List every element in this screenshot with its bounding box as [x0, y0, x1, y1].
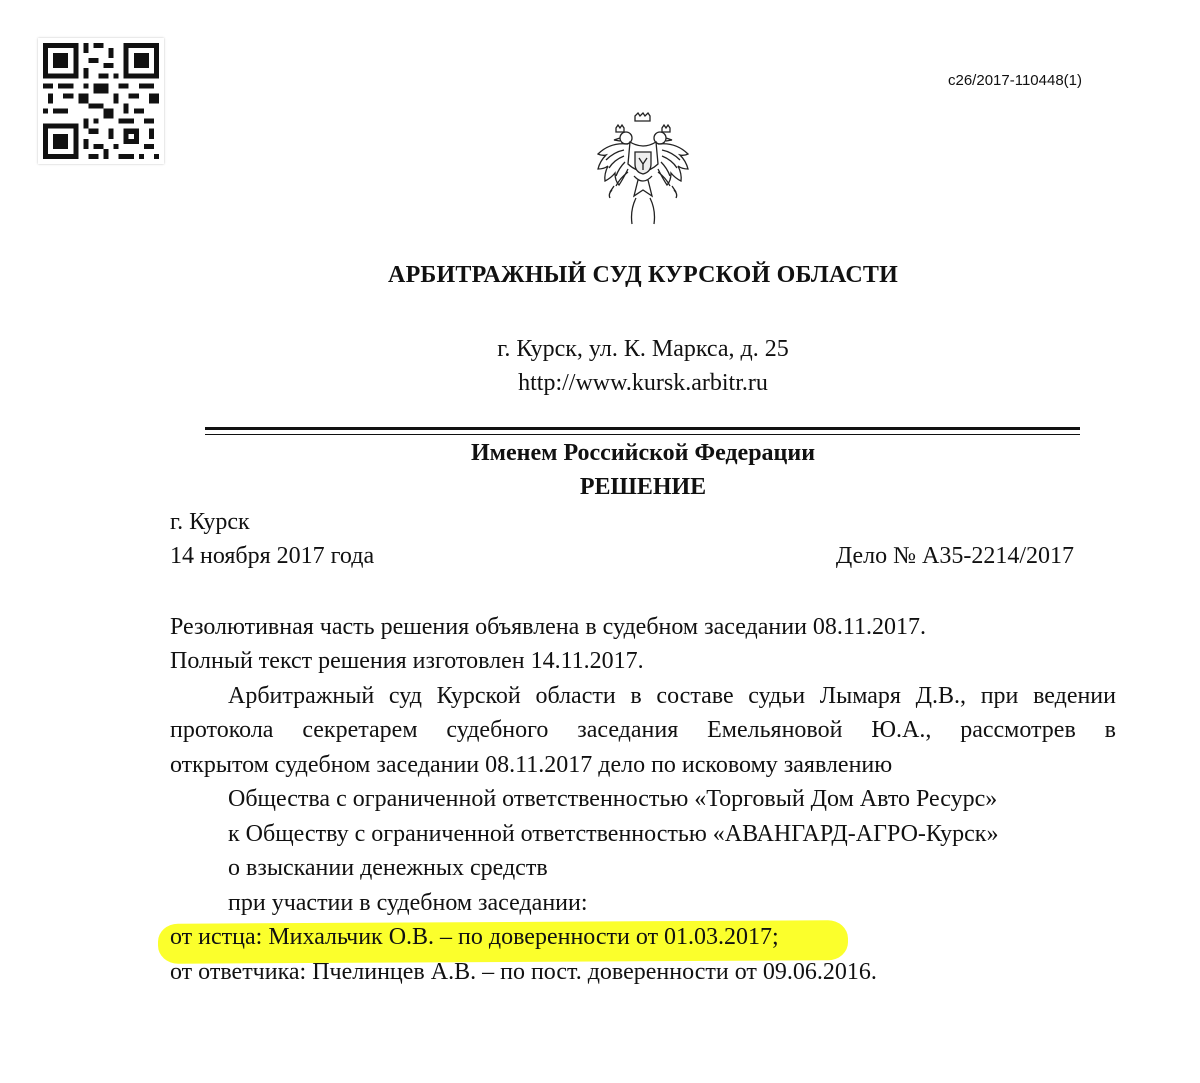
body-line-5: открытом судебном заседании 08.11.2017 дело по исковому заявлению: [170, 752, 893, 778]
court-name: АРБИТРАЖНЫЙ СУД КУРСКОЙ ОБЛАСТИ: [388, 262, 898, 288]
coat-of-arms-icon: [592, 112, 694, 230]
participants-heading: при участии в судебном заседании:: [228, 890, 588, 916]
defendant-line: к Обществу с ограниченной ответственностью «АВАНГАРД-АГРО-Курск»: [228, 821, 999, 847]
body-line-1: Резолютивная часть решения объявлена в судебном заседании 08.11.2017.: [170, 614, 927, 640]
title-line-2: РЕШЕНИЕ: [579, 474, 707, 500]
header-rule-thick: [205, 427, 1080, 430]
title-line-1: Именем Российской Федерации: [470, 440, 816, 466]
document-id: с26/2017-110448(1): [948, 72, 1082, 89]
body-line-3: Арбитражный суд Курской области в составе судьи Лымаря Д.В., при ведении: [228, 683, 1116, 709]
body-line-2: Полный текст решения изготовлен 14.11.2017.: [170, 648, 644, 674]
court-address: г. Курск, ул. К. Маркса, д. 25: [497, 336, 789, 362]
subject-line: о взыскании денежных средств: [228, 855, 548, 881]
decision-date: 14 ноября 2017 года: [170, 543, 375, 569]
plaintiff-representative: от истца: Михальчик О.В. – по доверенности от 01.03.2017;: [170, 924, 779, 950]
body-line-4: протокола секретарем судебного заседания Емельяновой Ю.А., рассмотрев в: [170, 717, 1116, 743]
defendant-representative: от ответчика: Пчелинцев А.В. – по пост. доверенности от 09.06.2016.: [170, 959, 877, 985]
qr-code-icon: [38, 38, 164, 164]
header-rule-thin: [205, 434, 1080, 435]
case-number: Дело № А35-2214/2017: [835, 543, 1074, 569]
city: г. Курск: [170, 509, 250, 535]
plaintiff-line: Общества с ограниченной ответственностью «Торговый Дом Авто Ресурс»: [228, 786, 998, 812]
court-website: http://www.kursk.arbitr.ru: [518, 370, 768, 396]
